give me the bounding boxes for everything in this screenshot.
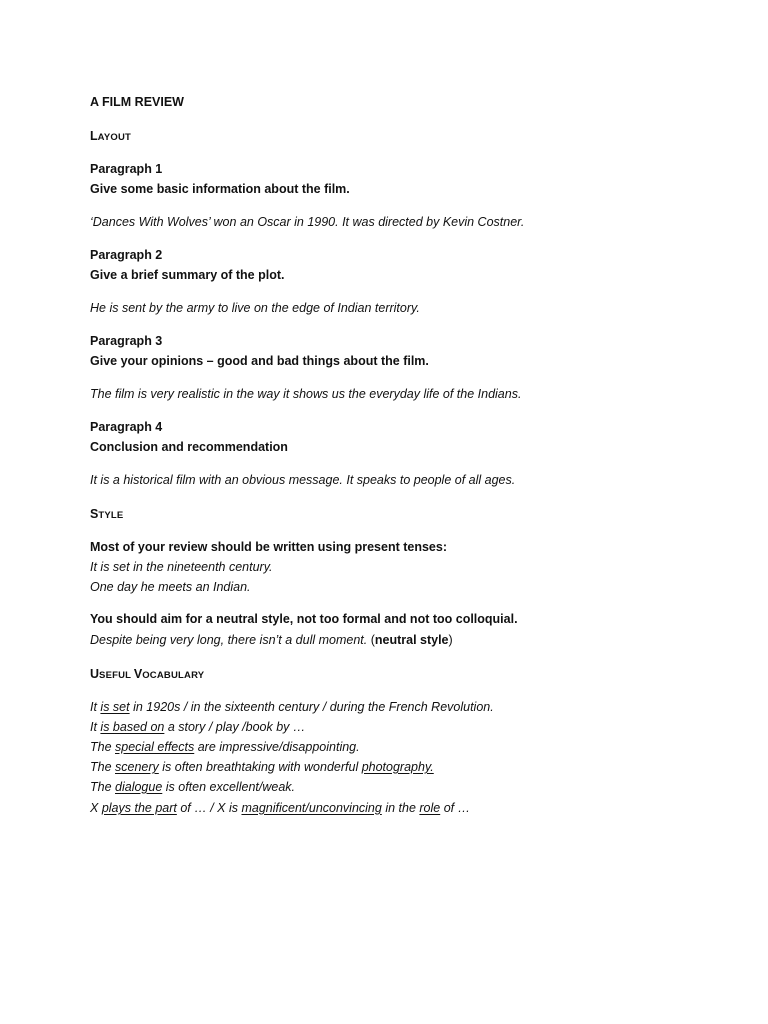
paragraph-3-instruction: Give your opinions – good and bad things about the film. bbox=[90, 354, 429, 368]
vocab-line-6 bbox=[90, 800, 470, 816]
vocab-line-1 bbox=[90, 699, 494, 715]
neutral-style-example: Despite being very long, there isn’t a dull moment. bbox=[90, 633, 368, 647]
vocab-text: The bbox=[90, 760, 116, 774]
vocab-text: The bbox=[90, 780, 116, 794]
vocab-heading-initial-1: U bbox=[90, 667, 100, 681]
tenses-example-1: It is set in the nineteenth century. bbox=[90, 560, 273, 574]
vocab-text: of … bbox=[440, 801, 471, 815]
tenses-rule: Most of your review should be written using present tenses: bbox=[90, 540, 448, 554]
paragraph-3-example: The film is very realistic in the way it shows us the everyday life of the Indians. bbox=[90, 387, 522, 401]
vocab-key-phrase: magnificent/unconvincing bbox=[241, 801, 382, 815]
neutral-note-close: ) bbox=[448, 633, 453, 647]
vocab-text: is often breathtaking with wonderful bbox=[158, 760, 362, 774]
vocab-text: It bbox=[90, 720, 101, 734]
neutral-style-rule: You should aim for a neutral style, not too formal and not too colloquial. bbox=[90, 612, 518, 626]
vocab-text: in 1920s / in the sixteenth century / during the French Revolution. bbox=[129, 700, 494, 714]
neutral-note: neutral style bbox=[374, 633, 449, 647]
vocab-line-5 bbox=[90, 779, 295, 795]
vocab-key-phrase: is based on bbox=[100, 720, 165, 734]
vocab-key-phrase: role bbox=[419, 801, 441, 815]
vocab-key-phrase: photography. bbox=[361, 760, 434, 774]
vocab-text: a story / play /book by … bbox=[164, 720, 306, 734]
vocab-key-phrase: dialogue bbox=[115, 780, 163, 794]
vocab-key-phrase: plays the part bbox=[101, 801, 177, 815]
style-heading-rest: TYLE bbox=[98, 510, 124, 521]
vocab-text: is often excellent/weak. bbox=[162, 780, 295, 794]
paragraph-1-instruction: Give some basic information about the film. bbox=[90, 182, 350, 196]
vocab-key-phrase: special effects bbox=[115, 740, 195, 754]
vocab-line-3 bbox=[90, 739, 360, 755]
paragraph-3-label: Paragraph 3 bbox=[90, 334, 163, 348]
vocab-heading-rest-2: OCABULARY bbox=[142, 670, 205, 681]
vocab-text: are impressive/disappointing. bbox=[194, 740, 360, 754]
neutral-note-open: ( bbox=[367, 633, 375, 647]
vocab-text: of … / X is bbox=[176, 801, 242, 815]
layout-heading-rest: AYOUT bbox=[97, 132, 132, 143]
vocab-key-phrase: is set bbox=[100, 700, 130, 714]
paragraph-2-instruction: Give a brief summary of the plot. bbox=[90, 268, 285, 282]
paragraph-2-label: Paragraph 2 bbox=[90, 248, 163, 262]
tenses-example-2: One day he meets an Indian. bbox=[90, 580, 251, 594]
vocab-line-2 bbox=[90, 719, 305, 735]
paragraph-4-label: Paragraph 4 bbox=[90, 420, 163, 434]
style-heading bbox=[90, 506, 123, 524]
style-heading-initial: S bbox=[90, 507, 99, 521]
layout-heading-initial: L bbox=[90, 129, 98, 143]
vocab-heading-rest-1: SEFUL bbox=[99, 670, 134, 681]
layout-heading bbox=[90, 128, 131, 146]
paragraph-1-label: Paragraph 1 bbox=[90, 162, 163, 176]
vocab-text: X bbox=[90, 801, 102, 815]
neutral-style-example-line bbox=[90, 632, 453, 648]
vocab-text: in the bbox=[381, 801, 420, 815]
vocab-text: It bbox=[90, 700, 101, 714]
paragraph-4-instruction: Conclusion and recommendation bbox=[90, 440, 288, 454]
paragraph-1-example: ‘Dances With Wolves’ won an Oscar in 1990. It was directed by Kevin Costner. bbox=[90, 215, 525, 229]
vocab-line-4 bbox=[90, 759, 434, 775]
vocab-heading-initial-2: V bbox=[133, 667, 143, 681]
document-title: A FILM REVIEW bbox=[90, 95, 184, 109]
paragraph-2-example: He is sent by the army to live on the edge of Indian territory. bbox=[90, 301, 420, 315]
vocab-key-phrase: scenery bbox=[115, 760, 159, 774]
paragraph-4-example: It is a historical film with an obvious message. It speaks to people of all ages. bbox=[90, 473, 516, 487]
vocab-text: The bbox=[90, 740, 116, 754]
useful-vocabulary-heading bbox=[90, 666, 204, 684]
